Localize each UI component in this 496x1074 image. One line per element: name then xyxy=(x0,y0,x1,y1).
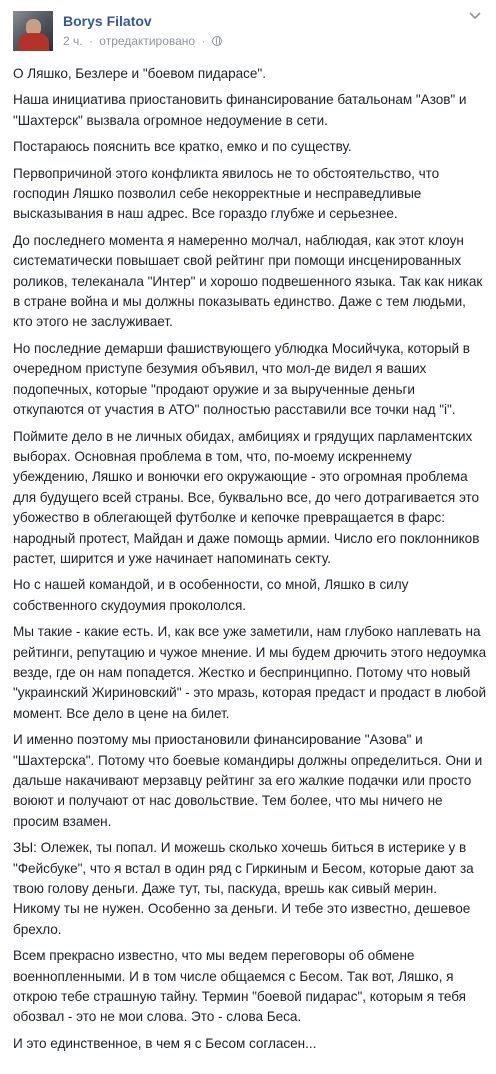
post-header xyxy=(0,0,496,58)
post-paragraph: Постараюсь пояснить все кратко, емко и по существу. xyxy=(13,139,352,155)
post-paragraph: Первопричиной этого конфликта явилось не то обстоятельство, что господин Ляшко позволил себе некорректные и несправедливые высказывания в наш адрес. Все гораздо глубже и серьезнее. xyxy=(13,165,440,222)
post-paragraph: Но с нашей командой, и в особенности, со мной, Ляшко в силу собственного скудоумия прокололся. xyxy=(13,577,409,613)
avatar[interactable] xyxy=(13,11,53,51)
meta-separator: · xyxy=(88,34,93,48)
post-paragraph: Всем прекрасно известно, что мы ведем переговоры об обмене военнопленными. И в том числе общаемся с Бесом. Так вот, Ляшко, я открою тебе страшную тайну. Термин "боевой пидарас", которым я тебя обозвал - это не мои слова. Это - слова Беса. xyxy=(13,948,466,1025)
post-paragraph: Поймите дело в не личных обидах, амбициях и грядущих парламентских выборах. Основная проблема в том, что, по-моему искреннему убеждению, Ляшко и вонючки его окружающие - это огромная проблема для будущего всей страны. Все, буквально все, до чего дотрагивается это убожество в облегающей футболке и кепочке превращается в фарс: народный протест, Майдан и даже помощь армии. Число его поклонников растет, ширится и уже начинает напоминать секту. xyxy=(13,428,480,566)
post-time[interactable]: 2 ч. xyxy=(63,34,83,48)
post-text xyxy=(13,64,487,1060)
post-paragraph: До последнего момента я намеренно молчал, наблюдая, как этот клоун систематически повышает свой рейтинг при помощи инсценированных роликов, телеканала "Интер" и хорошо подвешенного языка. Так как никак в стране война и мы должны показывать единство. Даже с тем людьми, кто этого не заслуживает. xyxy=(13,232,483,330)
post-paragraph: И именно поэтому мы приостановили финансирование "Азова" и "Шахтерска". Потому что боевые командиры должны определиться. Они и дальше накачивают мерзавцу рейтинг за его жалкие подачки или просто воюют и получают от нас довольствие. Тем более, что мы ничего не просим взамен. xyxy=(13,732,483,829)
post-meta xyxy=(63,34,222,48)
post-paragraph: Мы такие - какие есть. И, как все уже заметили, нам глубоко наплевать на рейтинги, репутацию и чужое мнение. И мы будем дрючить этого недоумка везде, где он нам попадется. Жестко и беспринципно. Потому что новый "украинский Жириновский" - это мразь, которая предаст и продаст в любой момент. Все дело в цене на билет. xyxy=(13,624,487,721)
author-name[interactable]: Borys Filatov xyxy=(63,13,152,29)
meta-separator-2: · xyxy=(201,34,206,48)
edited-label[interactable]: отредактировано xyxy=(99,34,196,48)
post-paragraph: О Ляшко, Безлере и "боевом пидарасе". xyxy=(13,66,266,81)
post-paragraph: Наша инициатива приостановить финансирование батальонам "Азов" и "Шахтерск" вызвала огромное недоумение в сети. xyxy=(13,92,467,128)
chevron-down-icon[interactable] xyxy=(468,10,482,24)
post-paragraph: И это единственное, в чем я с Бесом согласен... xyxy=(13,1035,317,1051)
post-paragraph: ЗЫ: Олежек, ты попал. И можешь сколько хочешь биться в истерике у в "Фейсбуке", что я встал в один ряд с Гиркиным и Бесом, которые дают за твою голову деньги. Даже тут, ты, паскуда, врешь как сивый мерин. Никому ты не нужен. Особенно за деньги. И тебе это известно, дешевое брехло. xyxy=(13,840,474,937)
post-paragraph: Но последние демарши фашиствующего ублюдка Мосийчука, который в очередном приступе безумия объявил, что мол-де видел я ваших подопечных, которые "продают оружие и за вырученные деньги откупаются от участия в АТО" полностью расставили все точки над "і". xyxy=(13,340,470,418)
globe-icon[interactable] xyxy=(212,36,222,46)
